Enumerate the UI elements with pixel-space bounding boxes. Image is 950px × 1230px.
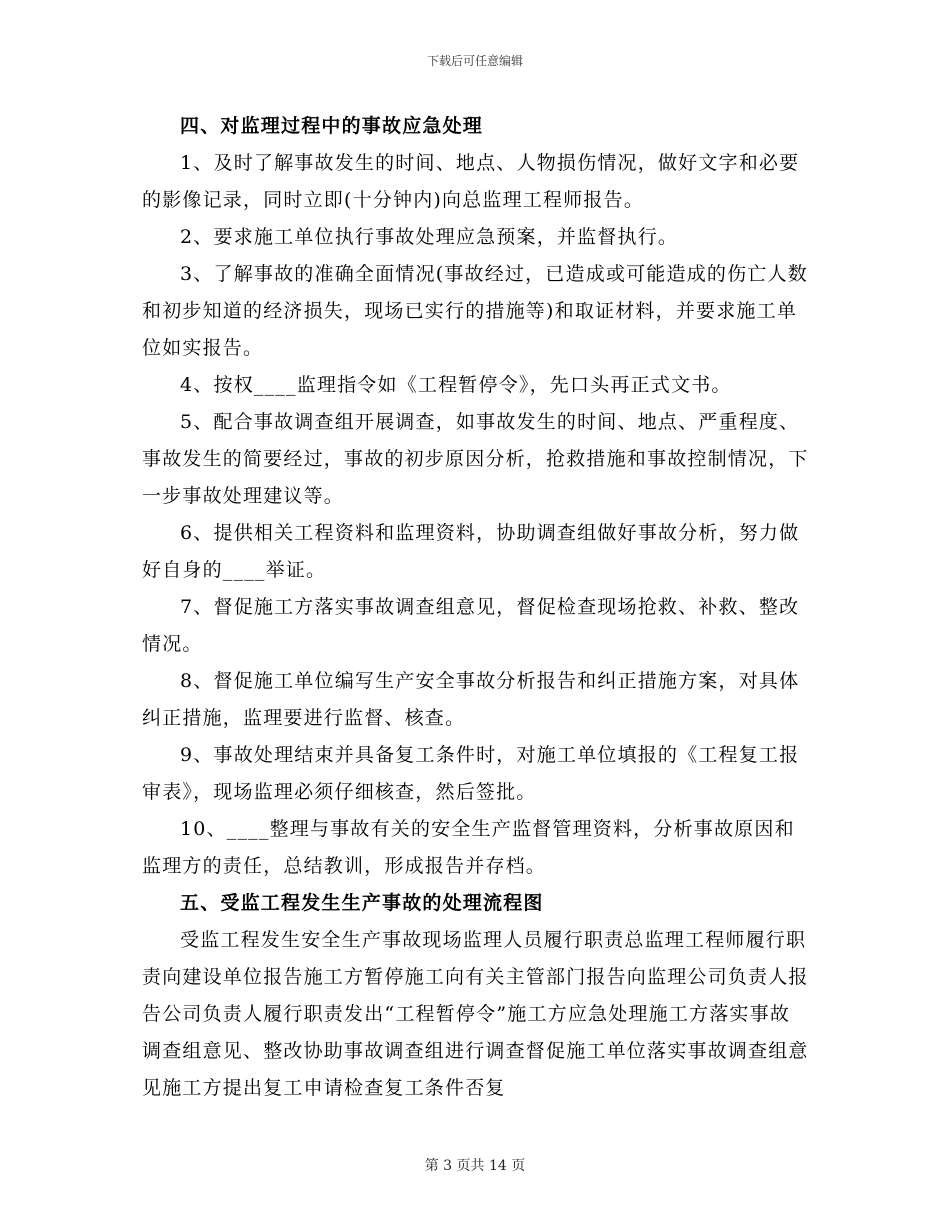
section-4-item-1: 1、及时了解事故发生的时间、地点、人物损伤情况，做好文字和必要的影像记录，同时立即(十分钟内)向总监理工程师报告。 <box>142 152 800 211</box>
section-4-item-6: 6、提供相关工程资料和监理资料，协助调查组做好事故分析，努力做好自身的____举证。 <box>142 522 800 581</box>
section-5-body: 受监工程发生安全生产事故现场监理人员履行职责总监理工程师履行职责向建设单位报告施工方暂停施工向有关主管部门报告向监理公司负责人报告公司负责人履行职责发出“工程暂停令”施工方应急处理施工方落实事故调查组意见、整改协助事故调查组进行调查督促施工单位落实事故调查组意见施工方提出复工申请检查复工条件否复 <box>142 929 809 1099</box>
section-4-heading: 四、对监理过程中的事故应急处理 <box>180 115 484 137</box>
section-4-item-3: 3、了解事故的准确全面情况(事故经过，已造成或可能造成的伤亡人数和初步知道的经济损失，现场已实行的措施等)和取证材料，并要求施工单位如实报告。 <box>142 263 808 359</box>
page-number-footer: 第 3 页共 14 页 <box>424 1158 526 1174</box>
section-4-item-8: 8、督促施工单位编写生产安全事故分析报告和纠正措施方案，对具体纠正措施，监理要进行监督、核查。 <box>142 670 800 729</box>
section-4-item-9: 9、事故处理结束并具备复工条件时，对施工单位填报的《工程复工报审表》，现场监理必须仔细核查，然后签批。 <box>142 744 800 803</box>
document-body <box>142 108 810 1107</box>
section-5-heading: 五、受监工程发生生产事故的处理流程图 <box>180 892 544 914</box>
section-4-item-10: 10、____整理与事故有关的安全生产监督管理资料，分析事故原因和监理方的责任，总结教训，形成报告并存档。 <box>142 818 795 877</box>
section-4-item-7: 7、督促施工方落实事故调查组意见，督促检查现场抢救、补救、整改情况。 <box>142 596 800 655</box>
page-header-note: 下载后可任意编辑 <box>426 54 523 68</box>
section-4-item-5: 5、配合事故调查组开展调查，如事故发生的时间、地点、严重程度、事故发生的简要经过，事故的初步原因分析，抢救措施和事故控制情况，下一步事故处理建议等。 <box>142 411 809 507</box>
section-4-item-2: 2、要求施工单位执行事故处理应急预案，并监督执行。 <box>180 226 679 248</box>
section-4-item-4: 4、按权____监理指令如《工程暂停令》，先口头再正式文书。 <box>180 374 732 396</box>
